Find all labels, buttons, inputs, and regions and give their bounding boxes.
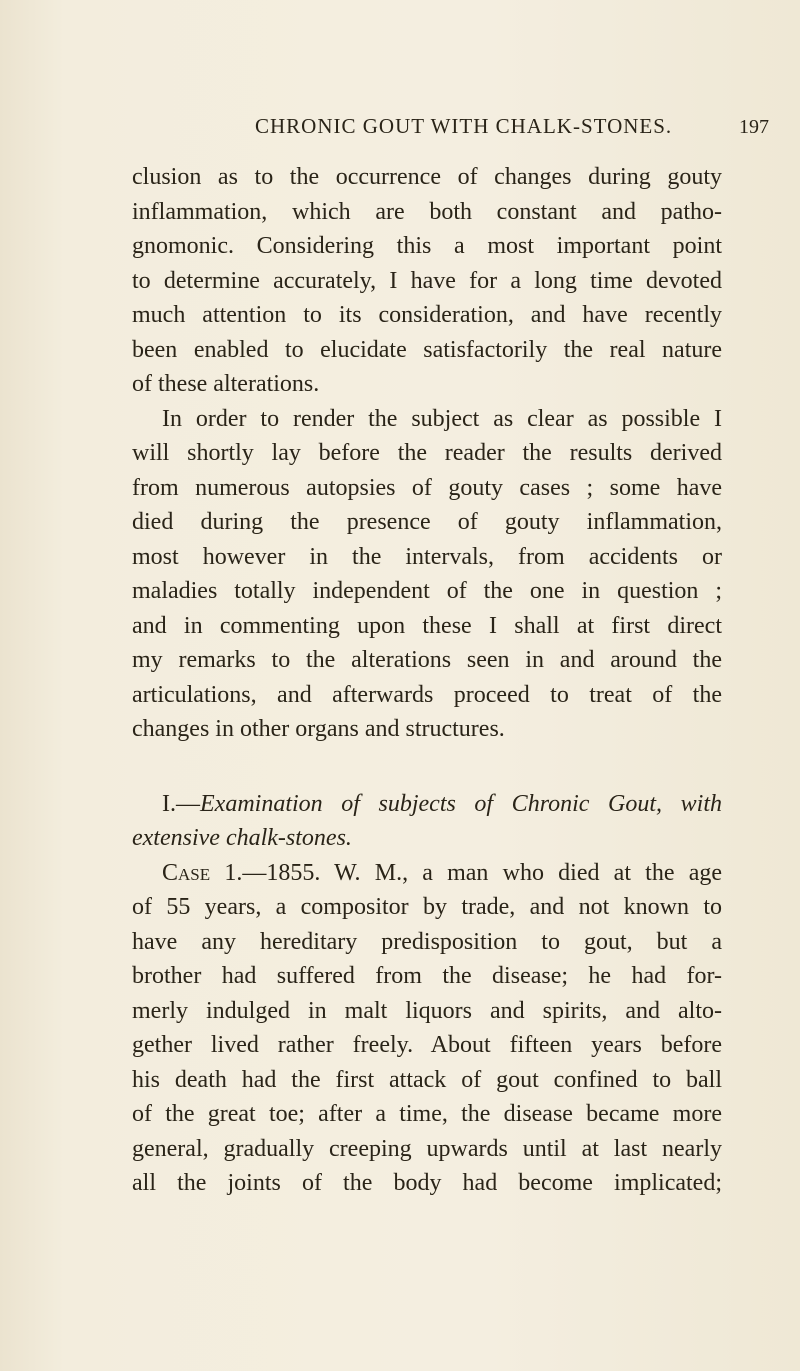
text-line: inflammation, which are both constant and patho- (132, 198, 722, 225)
section-heading (132, 787, 722, 856)
section-gap (132, 747, 722, 787)
text-line: to determine accurately, I have for a long time devoted (132, 267, 722, 294)
running-head: CHRONIC GOUT WITH CHALK-STONES. (255, 114, 673, 138)
text-line: clusion as to the occurrence of changes during gouty (132, 164, 722, 190)
text-line: articulations, and afterwards proceed to treat of the (132, 681, 722, 708)
text-line: In order to render the subject as clear as possible I (162, 405, 722, 432)
page-body (132, 160, 722, 1201)
text-line: changes in other organs and structures. (132, 716, 505, 742)
paragraph-continuation (132, 160, 722, 402)
text-line: general, gradually creeping upwards until at last nearly (132, 1135, 722, 1162)
text-line: been enabled to elucidate satisfactorily the real nature (132, 336, 722, 363)
text-line: all the joints of the body had become implicated; (132, 1170, 722, 1196)
text-line: of 55 years, a compositor by trade, and not known to (132, 894, 722, 920)
page-number: 197 (739, 116, 769, 138)
case-label: Case 1. (162, 859, 243, 886)
page-header (0, 102, 800, 138)
text-line: merly indulged in malt liquors and spirits, and alto- (132, 997, 722, 1024)
text-line: his death had the first attack of gout confined to ball (132, 1066, 722, 1093)
case-paragraph (132, 856, 722, 1201)
text-line: most however in the intervals, from accidents or (132, 543, 722, 570)
text-line: died during the presence of gouty inflammation, (132, 509, 722, 535)
paragraph-method (132, 402, 722, 747)
text-line: gether lived rather freely. About fifteen years before (132, 1032, 722, 1058)
text-line: my remarks to the alterations seen in and around the (132, 647, 722, 673)
text-line: gnomonic. Considering this a most important point (132, 233, 722, 259)
text-line: of these alterations. (132, 371, 320, 397)
case-line1-text: —1855. W. M., a man who died at the age (242, 859, 722, 886)
text-line: and in commenting upon these I shall at first direct (132, 612, 722, 639)
text-line: much attention to its consideration, and have recently (132, 302, 722, 328)
section-number: I.— (162, 790, 200, 817)
text-line: will shortly lay before the reader the results derived (132, 440, 722, 466)
text-line: have any hereditary predisposition to gout, but a (132, 928, 722, 955)
text-line: of the great toe; after a time, the disease became more (132, 1101, 722, 1127)
text-line: brother had suffered from the disease; he had for- (132, 963, 722, 989)
section-title-line2: extensive chalk-stones. (132, 825, 352, 851)
text-line: from numerous autopsies of gouty cases ; some have (132, 474, 722, 501)
section-title-line1: Examination of subjects of Chronic Gout, with (200, 790, 722, 817)
text-line: maladies totally independent of the one in question ; (132, 578, 722, 604)
